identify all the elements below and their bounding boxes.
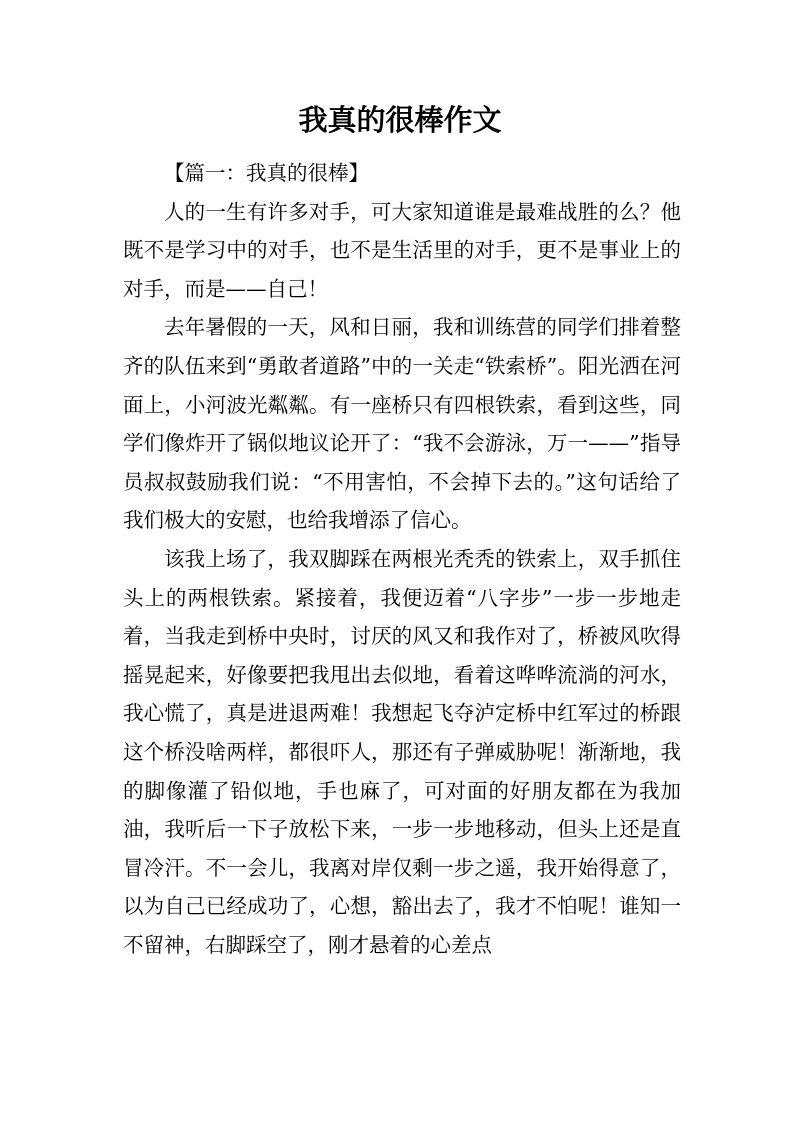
- paragraph-1: 人的一生有许多对手，可大家知道谁是最难战胜的么？他既不是学习中的对手，也不是生活里的对手，更不是事业上的对手，而是——自己！: [123, 199, 681, 301]
- document-body: [123, 154, 681, 964]
- document-title: 我真的很棒作文: [298, 103, 502, 137]
- paragraph-3: 该我上场了，我双脚踩在两根光秃秃的铁索上，双手抓住头上的两根铁索。紧接着，我便迈着“八字步”一步一步地走着，当我走到桥中央时，讨厌的风又和我作对了，桥被风吹得摇晃起来，好像要把我甩出去似地，看着这哗哗流淌的河水，我心慌了，真是进退两难！我想起飞夺泸定桥中红军过的桥跟这个桥没啥两样，都很吓人，那还有子弹威胁呢！渐渐地，我的脚像灌了铅似地，手也麻了，可对面的好朋友都在为我加油，我听后一下子放松下来，一步一步地移动，但头上还是直冒冷汗。不一会儿，我离对岸仅剩一步之遥，我开始得意了，以为自己已经成功了，心想，豁出去了，我才不怕呢！谁知一不留神，右脚踩空了，刚才悬着的心差点: [123, 546, 681, 957]
- paragraph-2: 去年暑假的一天，风和日丽，我和训练营的同学们排着整齐的队伍来到“勇敢者道路”中的一关走“铁索桥”。阳光洒在河面上，小河波光粼粼。有一座桥只有四根铁索，看到这些，同学们像炸开了锅似地议论开了：“我不会游泳，万一——”指导员叔叔鼓励我们说：“不用害怕，不会掉下去的。”这句话给了我们极大的安慰，也给我增添了信心。: [123, 315, 681, 533]
- section-heading: 【篇一：我真的很棒】: [164, 161, 369, 185]
